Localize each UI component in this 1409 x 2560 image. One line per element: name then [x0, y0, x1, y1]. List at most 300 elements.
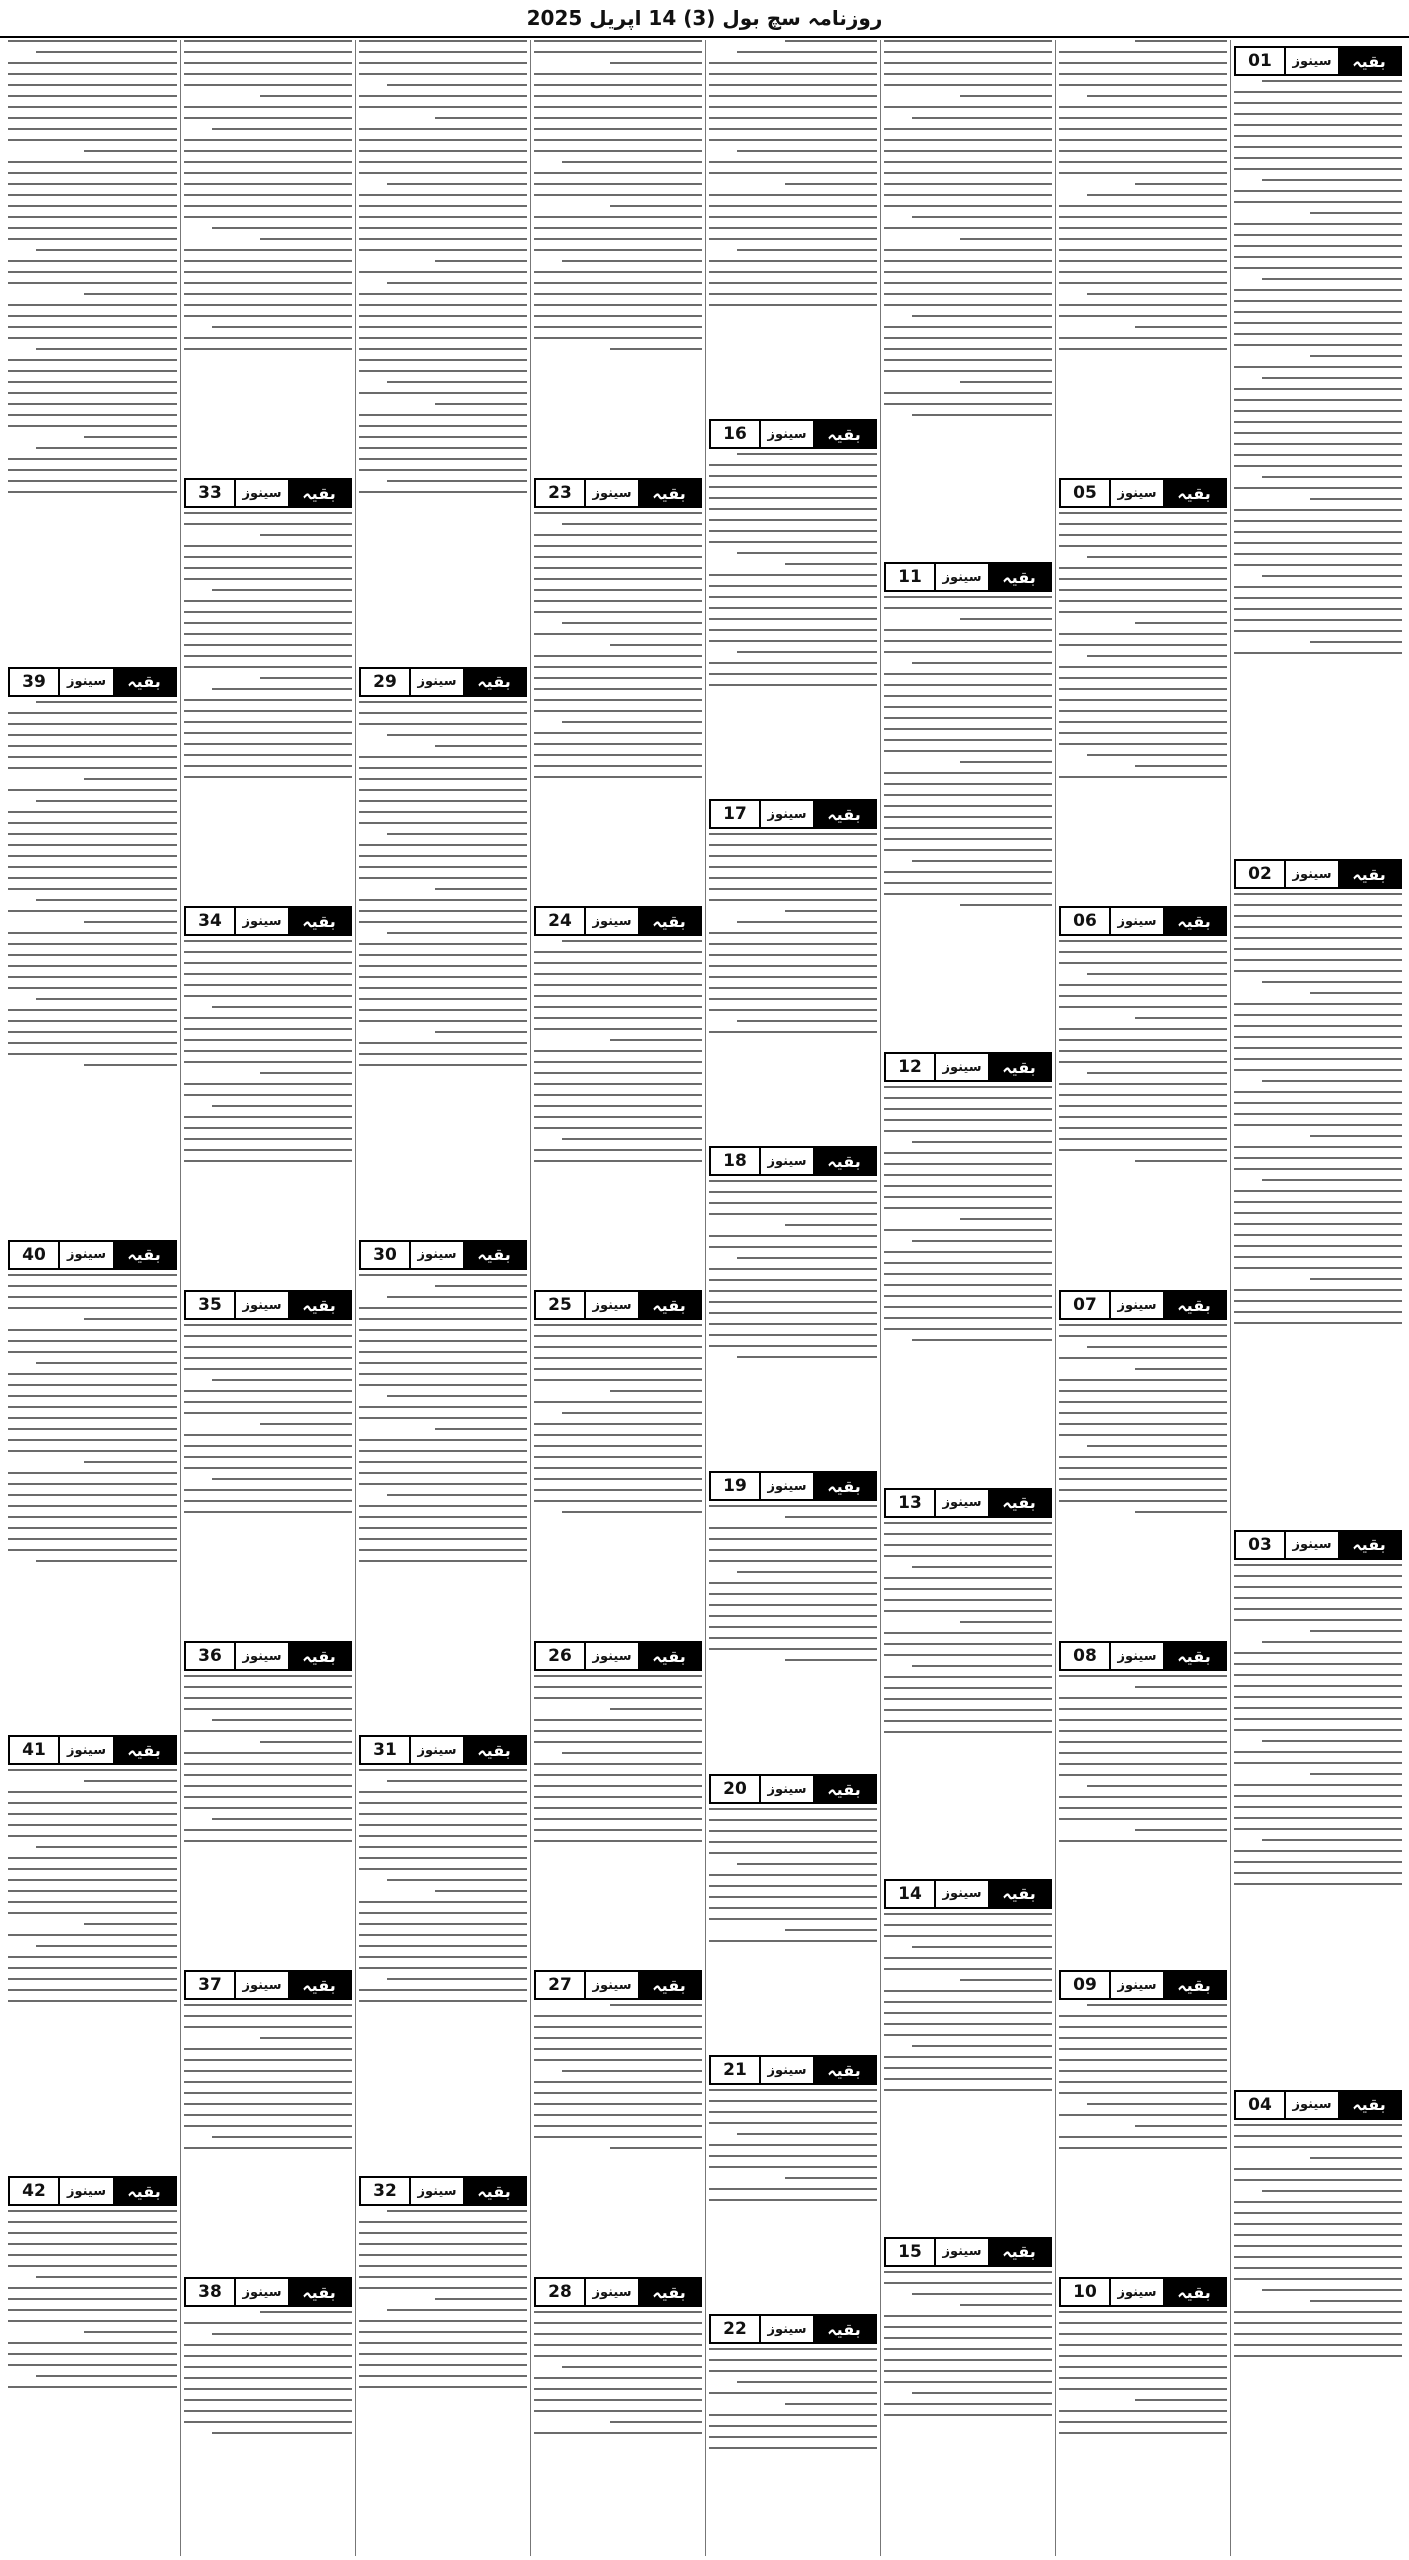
- text-line: [8, 2210, 177, 2212]
- text-line: [8, 932, 177, 934]
- column-5: [530, 40, 705, 2556]
- text-line: [709, 2144, 877, 2146]
- text-line: [1234, 1223, 1402, 1225]
- text-block: [709, 1180, 877, 1465]
- text-line: [359, 414, 527, 416]
- text-line: [1234, 1597, 1402, 1599]
- text-line: [359, 822, 527, 824]
- text-line: [534, 271, 702, 273]
- text-line: [884, 2034, 1052, 2036]
- text-line: [884, 359, 1052, 361]
- text-line: [1234, 333, 1402, 335]
- text-line: [184, 1500, 352, 1502]
- text-line: [534, 995, 702, 997]
- text-line: [534, 2015, 702, 2017]
- text-line: [435, 117, 527, 119]
- text-line: [534, 2432, 702, 2434]
- text-line: [1234, 432, 1402, 434]
- text-line: [8, 1042, 177, 1044]
- text-block: [359, 701, 527, 1234]
- text-line: [1234, 2267, 1402, 2269]
- text-line: [1059, 1840, 1227, 1842]
- text-line: [884, 194, 1052, 196]
- text-line: [8, 1020, 177, 1022]
- text-line: [884, 326, 1052, 328]
- text-line: [884, 1643, 1052, 1645]
- text-block: [534, 2004, 702, 2271]
- text-line: [709, 1593, 877, 1595]
- text-block: [884, 1086, 1052, 1481]
- text-line: [534, 512, 702, 514]
- text-line: [359, 194, 527, 196]
- text-line: [534, 1807, 702, 1809]
- text-line: [1234, 2322, 1402, 2324]
- text-line: [8, 2386, 177, 2388]
- badge-number: 19: [711, 1473, 761, 1499]
- text-line: [1059, 545, 1227, 547]
- text-line: [737, 2133, 877, 2135]
- text-line: [534, 545, 702, 547]
- text-line: [1059, 2377, 1227, 2379]
- text-line: [912, 860, 1052, 862]
- text-block: [709, 833, 877, 1140]
- text-line: [184, 2114, 352, 2116]
- text-line: [884, 1229, 1052, 1231]
- text-line: [359, 436, 527, 438]
- text-line: [1234, 948, 1402, 950]
- text-line: [1262, 179, 1402, 181]
- text-line: [534, 1094, 702, 1096]
- badge-sub-label: سینوز: [417, 2183, 457, 2199]
- text-line: [709, 943, 877, 945]
- text-line: [737, 1571, 877, 1573]
- text-line: [435, 403, 527, 405]
- text-line: [884, 1599, 1052, 1601]
- badge-sub-label: سینوز: [592, 1648, 632, 1664]
- text-line: [8, 106, 177, 108]
- text-line: [884, 1709, 1052, 1711]
- text-block: [884, 1522, 1052, 1873]
- text-line: [184, 1138, 352, 1140]
- badge-number: 33: [186, 480, 236, 506]
- continuation-badge: [359, 1240, 527, 1270]
- text-line: [1234, 564, 1402, 566]
- badge-sub-label: سینوز: [592, 913, 632, 929]
- text-line: [359, 348, 527, 350]
- text-line: [184, 249, 352, 251]
- text-line: [960, 904, 1052, 906]
- text-line: [534, 2103, 702, 2105]
- text-line: [8, 1912, 177, 1914]
- text-line: [1262, 476, 1402, 478]
- text-line: [534, 1489, 702, 1491]
- text-line: [1059, 732, 1227, 734]
- text-line: [1262, 1839, 1402, 1841]
- badge-sub-label: سینوز: [1117, 485, 1157, 501]
- text-line: [1135, 2399, 1227, 2401]
- text-line: [534, 2355, 702, 2357]
- text-line: [184, 260, 352, 262]
- text-line: [359, 73, 527, 75]
- text-line: [8, 458, 177, 460]
- text-line: [884, 1913, 1052, 1915]
- text-line: [387, 282, 527, 284]
- text-line: [359, 2221, 527, 2223]
- badge-number: 11: [886, 564, 936, 590]
- text-line: [785, 1659, 877, 1661]
- text-line: [184, 940, 352, 942]
- text-line: [184, 1445, 352, 1447]
- badge-sub-label: سینوز: [242, 1648, 282, 1664]
- text-line: [184, 2410, 352, 2412]
- text-line: [534, 2410, 702, 2412]
- text-line: [884, 2023, 1052, 2025]
- text-line: [184, 1807, 352, 1809]
- text-line: [184, 2059, 352, 2061]
- text-line: [709, 855, 877, 857]
- text-line: [1234, 1091, 1402, 1093]
- text-line: [1059, 150, 1227, 152]
- text-line: [534, 337, 702, 339]
- text-line: [359, 172, 527, 174]
- text-line: [8, 789, 177, 791]
- text-line: [359, 1329, 527, 1331]
- text-line: [359, 1868, 527, 1870]
- text-line: [1059, 710, 1227, 712]
- text-line: [359, 128, 527, 130]
- text-line: [359, 1042, 527, 1044]
- text-line: [1234, 300, 1402, 302]
- badge-main-label: بقیہ: [1163, 2279, 1225, 2305]
- text-line: [359, 1802, 527, 1804]
- text-line: [1059, 611, 1227, 613]
- continuation-badge: [1234, 859, 1402, 889]
- text-line: [562, 2070, 702, 2072]
- text-line: [1059, 51, 1227, 53]
- text-line: [8, 117, 177, 119]
- badge-sub-label: سینوز: [592, 1977, 632, 1993]
- continuation-badge: [184, 2277, 352, 2307]
- text-line: [709, 508, 877, 510]
- text-line: [359, 2364, 527, 2366]
- text-line: [1234, 454, 1402, 456]
- text-block: [184, 512, 352, 900]
- text-line: [709, 1180, 877, 1182]
- text-line: [1234, 1718, 1402, 1720]
- text-line: [1234, 915, 1402, 917]
- text-line: [387, 1978, 527, 1980]
- text-line: [184, 622, 352, 624]
- text-line: [212, 1105, 352, 1107]
- text-line: [1234, 2278, 1402, 2280]
- text-line: [359, 1813, 527, 1815]
- text-block: [1234, 80, 1402, 853]
- text-block: [534, 2311, 702, 2556]
- text-line: [884, 728, 1052, 730]
- text-block: [8, 701, 177, 1234]
- text-line: [534, 1774, 702, 1776]
- text-line: [884, 2012, 1052, 2014]
- text-line: [1059, 337, 1227, 339]
- text-line: [884, 2001, 1052, 2003]
- text-line: [184, 754, 352, 756]
- text-line: [359, 1769, 527, 1771]
- badge-number: 08: [1061, 1643, 1111, 1669]
- text-line: [1059, 238, 1227, 240]
- text-line: [709, 596, 877, 598]
- text-line: [359, 1417, 527, 1419]
- text-line: [884, 838, 1052, 840]
- text-line: [1059, 1357, 1227, 1359]
- text-line: [562, 161, 702, 163]
- text-line: [1234, 2245, 1402, 2247]
- text-line: [534, 227, 702, 229]
- text-line: [1234, 1245, 1402, 1247]
- text-line: [1059, 1401, 1227, 1403]
- text-line: [8, 205, 177, 207]
- text-line: [1059, 1083, 1227, 1085]
- text-line: [359, 2232, 527, 2234]
- text-line: [1234, 2146, 1402, 2148]
- badge-sub-label: سینوز: [242, 1297, 282, 1313]
- badge-number: 15: [886, 2239, 936, 2265]
- badge-sub-label: سینوز: [942, 1059, 982, 1075]
- text-line: [1059, 1719, 1227, 1721]
- text-line: [960, 1979, 1052, 1981]
- text-line: [184, 1774, 352, 1776]
- text-line: [1059, 1006, 1227, 1008]
- text-line: [1234, 1729, 1402, 1731]
- badge-sub-label: سینوز: [1117, 1648, 1157, 1664]
- text-line: [785, 2177, 877, 2179]
- text-line: [184, 2125, 352, 2127]
- text-line: [8, 491, 177, 493]
- text-line: [884, 139, 1052, 141]
- text-line: [359, 844, 527, 846]
- text-line: [184, 1039, 352, 1041]
- text-line: [1059, 2410, 1227, 2412]
- text-line: [8, 734, 177, 736]
- text-line: [912, 2293, 1052, 2295]
- text-line: [184, 1708, 352, 1710]
- badge-main-label: بقیہ: [288, 1972, 350, 1998]
- text-line: [184, 1346, 352, 1348]
- text-line: [709, 1031, 877, 1033]
- text-line: [8, 282, 177, 284]
- text-line: [8, 403, 177, 405]
- badge-sub-label: سینوز: [66, 674, 107, 690]
- text-line: [1135, 622, 1227, 624]
- text-line: [884, 1687, 1052, 1689]
- text-line: [709, 216, 877, 218]
- text-line: [709, 95, 877, 97]
- text-line: [709, 194, 877, 196]
- text-line: [709, 497, 877, 499]
- text-line: [8, 1824, 177, 1826]
- text-line: [8, 943, 177, 945]
- text-line: [184, 743, 352, 745]
- text-line: [184, 1752, 352, 1754]
- continuation-badge: [709, 419, 877, 449]
- badge-sub-label: سینوز: [66, 1742, 107, 1758]
- badge-number: 32: [361, 2178, 411, 2204]
- text-line: [1059, 1467, 1227, 1469]
- text-line: [8, 987, 177, 989]
- text-line: [1234, 1003, 1402, 1005]
- text-line: [534, 1686, 702, 1688]
- text-line: [1234, 223, 1402, 225]
- text-line: [884, 2315, 1052, 2317]
- text-line: [1234, 2135, 1402, 2137]
- text-line: [534, 534, 702, 536]
- text-line: [737, 1257, 877, 1259]
- text-line: [1234, 1850, 1402, 1852]
- text-line: [8, 381, 177, 383]
- text-line: [184, 567, 352, 569]
- text-line: [1234, 1586, 1402, 1588]
- text-line: [1059, 1105, 1227, 1107]
- text-line: [8, 2298, 177, 2300]
- text-line: [1087, 973, 1227, 975]
- text-line: [8, 425, 177, 427]
- text-line: [709, 976, 877, 978]
- text-line: [534, 2322, 702, 2324]
- column-7: [180, 40, 355, 2556]
- text-line: [184, 578, 352, 580]
- text-line: [8, 161, 177, 163]
- text-line: [1234, 1256, 1402, 1258]
- text-line: [534, 666, 702, 668]
- text-line: [184, 304, 352, 306]
- text-line: [1310, 1135, 1402, 1137]
- text-line: [534, 2114, 702, 2116]
- text-line: [534, 710, 702, 712]
- text-block: [534, 40, 702, 472]
- badge-sub-label: سینوز: [1292, 2097, 1332, 2113]
- text-line: [1234, 234, 1402, 236]
- text-line: [36, 1362, 177, 1364]
- text-line: [1234, 410, 1402, 412]
- text-line: [184, 2103, 352, 2105]
- text-line: [1310, 1630, 1402, 1632]
- text-line: [1087, 556, 1227, 558]
- text-line: [359, 2243, 527, 2245]
- text-line: [184, 161, 352, 163]
- text-block: [1059, 40, 1227, 472]
- text-line: [884, 40, 1052, 42]
- text-line: [610, 2147, 702, 2149]
- text-line: [1234, 1784, 1402, 1786]
- text-line: [184, 732, 352, 734]
- text-line: [8, 359, 177, 361]
- text-line: [534, 1061, 702, 1063]
- text-line: [1234, 443, 1402, 445]
- text-line: [884, 871, 1052, 873]
- text-line: [8, 1989, 177, 1991]
- text-line: [534, 2081, 702, 2083]
- text-line: [359, 1538, 527, 1540]
- text-line: [1059, 1324, 1227, 1326]
- text-line: [359, 756, 527, 758]
- text-line: [534, 2388, 702, 2390]
- badge-sub-label: سینوز: [767, 2062, 807, 2078]
- text-line: [884, 816, 1052, 818]
- text-line: [534, 1675, 702, 1677]
- text-line: [184, 512, 352, 514]
- text-line: [359, 767, 527, 769]
- text-line: [387, 381, 527, 383]
- text-line: [1059, 589, 1227, 591]
- badge-number: 12: [886, 1054, 936, 1080]
- text-line: [359, 778, 527, 780]
- text-line: [1059, 205, 1227, 207]
- text-line: [184, 2344, 352, 2346]
- text-line: [84, 436, 177, 438]
- text-line: [912, 1665, 1052, 1667]
- text-line: [1234, 2355, 1402, 2357]
- continuation-badge: [534, 2277, 702, 2307]
- text-line: [8, 414, 177, 416]
- text-line: [8, 62, 177, 64]
- text-line: [184, 282, 352, 284]
- text-line: [184, 106, 352, 108]
- badge-sub-label: سینوز: [1117, 2284, 1157, 2300]
- text-line: [8, 822, 177, 824]
- text-line: [884, 1731, 1052, 1733]
- text-line: [1234, 1113, 1402, 1115]
- text-line: [884, 1152, 1052, 1154]
- continuation-badge: [1234, 1530, 1402, 1560]
- text-line: [737, 552, 877, 554]
- text-line: [1234, 2256, 1402, 2258]
- text-line: [359, 712, 527, 714]
- text-line: [359, 370, 527, 372]
- text-line: [1262, 1179, 1402, 1181]
- badge-main-label: بقیہ: [813, 2057, 875, 2083]
- text-line: [884, 161, 1052, 163]
- text-line: [884, 2056, 1052, 2058]
- text-line: [359, 1912, 527, 1914]
- text-line: [884, 1130, 1052, 1132]
- badge-main-label: بقیہ: [813, 2316, 875, 2342]
- text-line: [1234, 1762, 1402, 1764]
- text-block: [8, 1274, 177, 1730]
- continuation-badge: [8, 1240, 177, 1270]
- text-line: [534, 951, 702, 953]
- badge-main-label: بقیہ: [1163, 1643, 1225, 1669]
- text-line: [184, 337, 352, 339]
- continuation-badge: [709, 1471, 877, 1501]
- continuation-badge: [184, 1970, 352, 2000]
- text-block: [8, 1769, 177, 2170]
- text-line: [709, 1312, 877, 1314]
- text-line: [8, 1274, 177, 1276]
- text-line: [359, 976, 527, 978]
- text-line: [184, 655, 352, 657]
- text-line: [884, 1676, 1052, 1678]
- text-line: [884, 1328, 1052, 1330]
- text-line: [562, 260, 702, 262]
- text-line: [709, 673, 877, 675]
- text-line: [359, 1064, 527, 1066]
- text-line: [1234, 1685, 1402, 1687]
- text-line: [1059, 666, 1227, 668]
- text-line: [184, 1840, 352, 1842]
- text-line: [359, 2331, 527, 2333]
- text-line: [884, 73, 1052, 75]
- text-line: [8, 315, 177, 317]
- continuation-badge: [709, 799, 877, 829]
